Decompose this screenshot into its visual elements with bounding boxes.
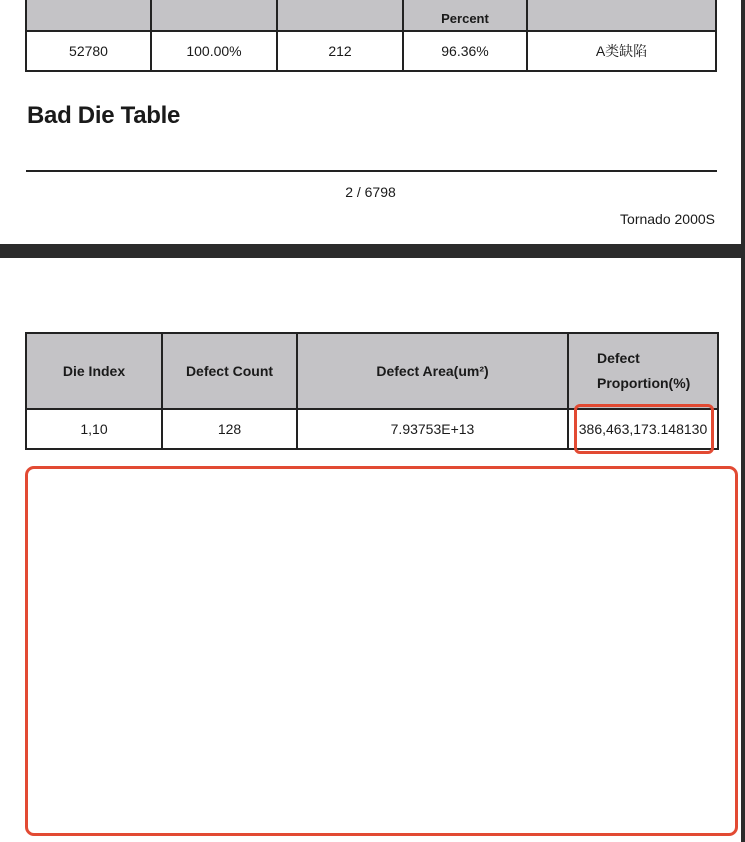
- page-indicator: 2 / 6798: [345, 184, 396, 200]
- highlight-box-empty-area: [25, 466, 738, 836]
- table-cell: 52780: [26, 31, 151, 71]
- die-index-cell: 1,10: [26, 409, 162, 449]
- summary-header-cell: [527, 0, 716, 31]
- summary-header-cell: [277, 0, 403, 31]
- defect-count-header: Defect Count: [162, 333, 297, 409]
- table-header-row: [26, 333, 718, 409]
- summary-table: [25, 0, 717, 72]
- product-name: Tornado 2000S: [620, 211, 715, 227]
- defect-proportion-header: Defect Proportion(%): [568, 333, 718, 409]
- table-cell: 96.36%: [403, 31, 527, 71]
- table-cell: 212: [277, 31, 403, 71]
- table-cell: A类缺陷: [527, 31, 716, 71]
- defect-count-cell: 128: [162, 409, 297, 449]
- section-title: Bad Die Table: [27, 102, 181, 129]
- table-header-row: [26, 0, 716, 31]
- table-cell: 100.00%: [151, 31, 277, 71]
- table-row: [26, 31, 716, 71]
- die-index-header: Die Index: [26, 333, 162, 409]
- summary-header-cell: [151, 0, 277, 31]
- defect-proportion-cell: 386,463,173.148130: [568, 409, 718, 449]
- summary-header-cell: [403, 0, 527, 31]
- summary-header-cell: [26, 0, 151, 31]
- defect-area-cell: 7.93753E+13: [297, 409, 568, 449]
- document-page-1: [0, 0, 743, 244]
- percent-header: Percent: [441, 11, 489, 26]
- defect-area-header: Defect Area(um²): [297, 333, 568, 409]
- highlight-box-proportion: [574, 404, 714, 454]
- footer-divider: [26, 170, 717, 172]
